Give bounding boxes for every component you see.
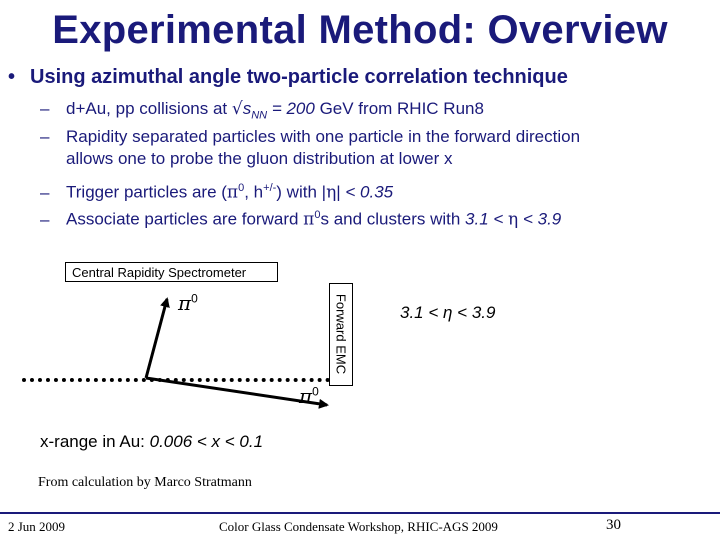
s-symbol: s — [242, 99, 252, 118]
pi-zero-sup: 0 — [238, 182, 245, 194]
pi-symbol: π — [226, 182, 239, 203]
footer-rule — [0, 512, 720, 514]
page-number: 30 — [606, 517, 621, 533]
energy-value: = 200 — [267, 99, 315, 118]
sub3-c: ) with | — [276, 182, 327, 202]
sqrt-symbol: √ — [231, 99, 243, 119]
central-pi0-arrow — [146, 299, 167, 378]
calculation-credit: From calculation by Marco Stratmann — [38, 475, 252, 490]
eta-range-label: 3.1 < η < 3.9 — [400, 303, 496, 322]
sub3-b: , h — [244, 182, 264, 202]
sub3-a: Trigger particles are ( — [66, 182, 227, 202]
main-bullet-text: Using azimuthal angle two-particle correlation technique — [30, 66, 568, 88]
eta-lower: 3.1 < — [465, 209, 509, 229]
central-pi0-label — [178, 291, 198, 315]
forward-pi0-label — [299, 384, 319, 408]
dash: – — [40, 182, 50, 202]
pi-symbol: π — [178, 291, 192, 315]
x-range-label — [40, 432, 263, 452]
eta-cut: < 0.35 — [345, 182, 394, 202]
sub3-d: | — [336, 182, 346, 202]
slide-title: Experimental Method: Overview — [52, 8, 668, 52]
sub4-b: s and clusters with — [320, 209, 466, 229]
nn-subscript: NN — [251, 109, 268, 122]
dash: – — [40, 209, 50, 229]
eta-symbol: η — [508, 209, 519, 230]
sub1-prefix: d+Au, pp collisions at — [66, 99, 232, 118]
central-rapidity-spectrometer: Central Rapidity Spectrometer — [65, 262, 278, 282]
x-range-prefix: x-range in Au: — [40, 432, 150, 451]
footer-date: 2 Jun 2009 — [8, 519, 66, 534]
forward-emc-label: Forward EMC — [333, 293, 349, 375]
pi-zero-sup: 0 — [191, 291, 198, 306]
pi-zero-sup: 0 — [312, 384, 319, 399]
pi-symbol: π — [299, 384, 313, 408]
eta-upper: < 3.9 — [518, 209, 562, 229]
eta-symbol: η — [326, 182, 337, 203]
dash: – — [40, 99, 50, 118]
sub4-a: Associate particles are forward — [66, 209, 304, 229]
x-range-value: 0.006 < x < 0.1 — [149, 432, 264, 451]
charge-sup: +/- — [263, 182, 277, 194]
sub1-suffix: GeV from RHIC Run8 — [314, 99, 484, 118]
bullet-dot: • — [8, 66, 16, 88]
sub2-line2: allows one to probe the gluon distribution at lower x — [66, 149, 453, 168]
sub2-line1: Rapidity separated particles with one particle in the forward direction — [66, 127, 581, 146]
footer-event: Color Glass Condensate Workshop, RHIC-AGS 2009 — [219, 519, 498, 534]
pi-zero-sup: 0 — [314, 209, 321, 221]
pi-symbol: π — [303, 209, 315, 230]
dash: – — [40, 127, 50, 146]
